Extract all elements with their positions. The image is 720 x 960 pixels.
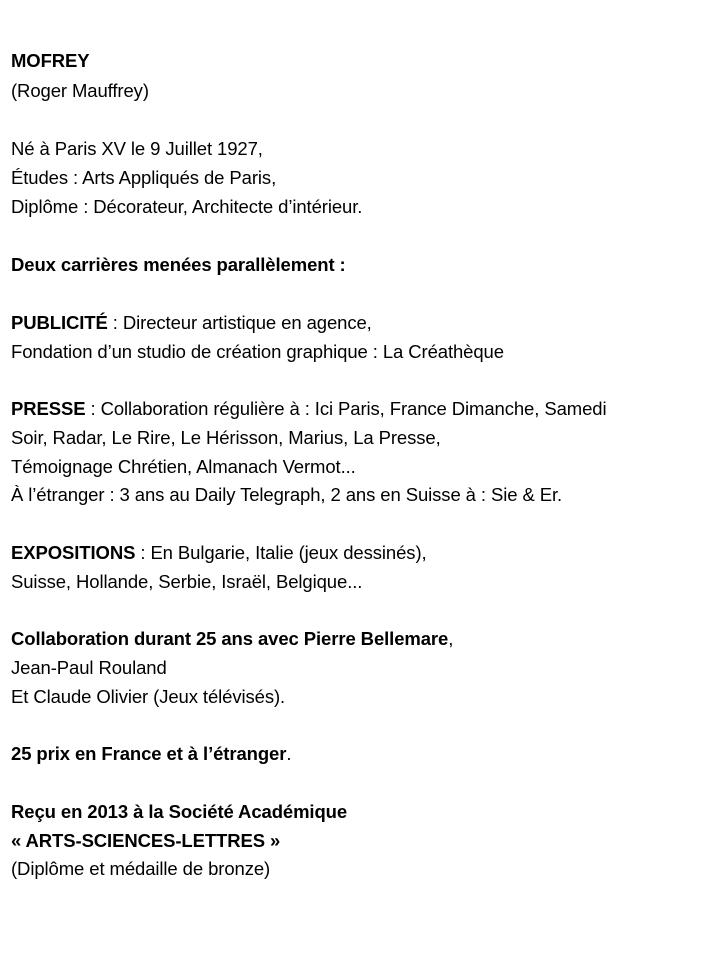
expositions-line-2: Suisse, Hollande, Serbie, Israël, Belgique... xyxy=(11,571,363,592)
presse-line-2: Soir, Radar, Le Rire, Le Hérisson, Marius, La Presse, xyxy=(11,427,441,448)
diploma-line: Diplôme : Décorateur, Architecte d’intérieur. xyxy=(11,196,363,217)
recu-line-3: (Diplôme et médaille de bronze) xyxy=(11,858,271,879)
recu-line-1: Reçu en 2013 à la Société Académique xyxy=(11,801,348,822)
presse-line-4: À l’étranger : 3 ans au Daily Telegraph, 2 ans en Suisse à : Sie & Er. xyxy=(11,484,563,505)
collaboration-line xyxy=(11,627,453,651)
expositions-line xyxy=(11,541,427,565)
presse-line-3: Témoignage Chrétien, Almanach Vermot... xyxy=(11,456,356,477)
publicite-text: : Directeur artistique en agence, xyxy=(107,312,372,333)
recu-line-2: « ARTS-SCIENCES-LETTRES » xyxy=(11,830,281,851)
collaboration-tail: , xyxy=(448,628,454,649)
presse-line xyxy=(11,397,606,421)
collaboration-line-3: Et Claude Olivier (Jeux télévisés). xyxy=(11,686,286,707)
publicite-label: PUBLICITÉ xyxy=(11,312,108,333)
careers-heading: Deux carrières menées parallèlement : xyxy=(11,254,346,275)
prix-bold: 25 prix en France et à l’étranger xyxy=(11,743,287,764)
prix-line xyxy=(11,742,291,766)
prix-tail: . xyxy=(286,743,292,764)
birth-line: Né à Paris XV le 9 Juillet 1927, xyxy=(11,138,263,159)
presse-text: : Collaboration régulière à : Ici Paris, France Dimanche, Samedi xyxy=(85,398,607,419)
publicite-line xyxy=(11,311,372,335)
publicite-line-2: Fondation d’un studio de création graphique : La Créathèque xyxy=(11,341,504,362)
collaboration-bold: Collaboration durant 25 ans avec Pierre Bellemare xyxy=(11,628,449,649)
presse-label: PRESSE xyxy=(11,398,86,419)
studies-line: Études : Arts Appliqués de Paris, xyxy=(11,167,277,188)
expositions-label: EXPOSITIONS xyxy=(11,542,136,563)
expositions-text: : En Bulgarie, Italie (jeux dessinés), xyxy=(135,542,427,563)
artist-real-name: (Roger Mauffrey) xyxy=(11,80,149,101)
artist-name: MOFREY xyxy=(11,50,90,71)
collaboration-line-2: Jean-Paul Rouland xyxy=(11,657,167,678)
